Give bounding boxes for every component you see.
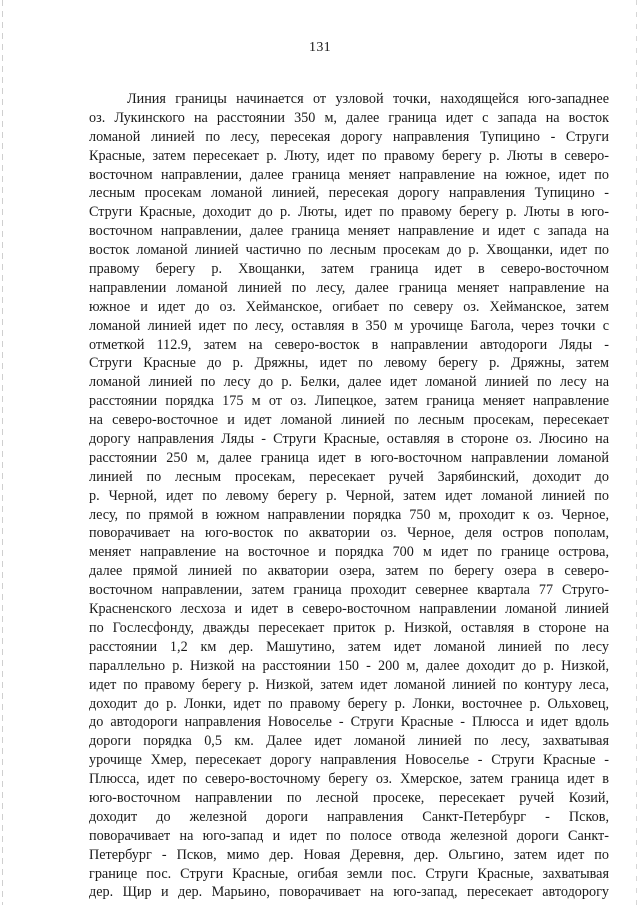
text-line: расстоянии 250 м, далее граница идет в юго-восточном направлении ломаной <box>89 449 609 466</box>
text-line: параллельно р. Низкой на расстоянии 150 - 200 м, далее доходит до р. Низкой, <box>89 657 609 674</box>
text-line: р. Черной, идет по левому берегу р. Черной, затем идет ломаной линией по <box>89 487 609 504</box>
text-line: отметкой 112.9, затем на северо-восток в направлении автодороги Ляды - <box>89 336 609 353</box>
text-line: Струги Красные до р. Дряжны, идет по левому берегу р. Дряжны, затем <box>89 355 609 372</box>
text-line: расстоянии порядка 175 м от оз. Липецкое, затем граница меняет направление <box>89 393 609 410</box>
text-line: лесу, по прямой в южном направлении порядка 750 м, проходит к оз. Черное, <box>89 506 609 523</box>
text-line: лесным просекам ломаной линией, пересекая дорогу направления Тупицино - <box>89 185 609 202</box>
text-line: оз. Лукинского на расстоянии 350 м, далее граница идет с запада на восток <box>89 109 609 126</box>
text-line: Плюсса, идет по северо-восточному берегу оз. Хмерское, затем граница идет в <box>89 771 609 788</box>
text-line: направлении ломаной линией по лесу, далее граница меняет направление на <box>89 279 609 296</box>
text-line: урочище Хмер, пересекает дорогу направления Новоселье - Струги Красные - <box>89 752 609 769</box>
text-line: на северо-восточное и идет ломаной линией по лесным просекам, пересекает <box>89 412 609 429</box>
text-line: ломаной линией по лесу, пересекая дорогу направления Тупицино - Струги <box>89 128 609 145</box>
text-line: Струги Красные, доходит до р. Люты, идет по правому берегу р. Люты в юго- <box>89 204 609 221</box>
text-line: ломаной линией по лесу до р. Белки, далее идет ломаной линией по лесу на <box>89 374 609 391</box>
body-paragraph <box>89 90 609 902</box>
scan-edge-right <box>636 0 637 905</box>
text-line: поворачивает на юго-запад и идет по полосе отвода железной дороги Санкт- <box>89 827 609 844</box>
text-line: Красненского лесхоза и идет в северо-восточном направлении ломаной линией <box>89 601 609 618</box>
text-line: идет по правому берегу р. Низкой, затем идет ломаной линией по контуру леса, <box>89 676 609 693</box>
text-line: дорогу направления Ляды - Струги Красные, оставляя в стороне оз. Люсино на <box>89 431 609 448</box>
text-line: дороги порядка 0,5 км. Далее идет ломаной линией по лесу, захватывая <box>89 733 609 750</box>
text-line: далее прямой линией по акватории озера, затем по берегу озера в северо- <box>89 563 609 580</box>
text-line: Красные, затем пересекает р. Люту, идет по правому берегу р. Люты в северо- <box>89 147 609 164</box>
text-line: восточном направлении, далее граница меняет направление на южное, идет по <box>89 166 609 183</box>
text-line: доходит до р. Лонки, идет по правому берегу р. Лонки, восточнее р. Ольховец, <box>89 695 609 712</box>
text-line: правому берегу р. Хвощанки, затем граница идет в северо-восточном <box>89 261 609 278</box>
text-line: линией по лесным просекам, пересекает ручей Зарябинский, доходит до <box>89 468 609 485</box>
text-line: Линия границы начинается от узловой точки, находящейся юго-западнее <box>127 91 609 107</box>
text-line: границе пос. Струги Красные, огибая земли пос. Струги Красные, захватывая <box>89 865 609 882</box>
text-line: поворачивает на юго-восток по акватории оз. Черное, деля остров пополам, <box>89 525 609 542</box>
text-line: до автодороги направления Новоселье - Струги Красные - Плюсса и идет вдоль <box>89 714 609 731</box>
text-line: доходит до железной дороги направления Санкт-Петербург - Псков, <box>89 808 609 825</box>
text-line: восточном направлении, затем граница проходит севернее квартала 77 Струго- <box>89 582 609 599</box>
text-line: ломаной линией идет по лесу, оставляя в 350 м урочище Баголa, через точки с <box>89 317 609 334</box>
text-line: меняет направление на восточное и порядка 700 м идет по границе острова, <box>89 544 609 561</box>
text-line: юго-восточном направлении по лесной просеке, пересекает ручей Козий, <box>89 789 609 806</box>
text-line: восточном направлении, далее граница меняет направление и идет с запада на <box>89 223 609 240</box>
text-line: по Гослесфонду, дважды пересекает приток р. Низкой, оставляя в стороне на <box>89 619 609 636</box>
text-line: южное и идет до оз. Хейманское, огибает по северу оз. Хейманское, затем <box>89 298 609 315</box>
scan-edge-left <box>2 0 3 905</box>
text-line: восток ломаной линией частично по лесным просекам до р. Хвощанки, идет по <box>89 242 609 259</box>
text-line: расстоянии 1,2 км дер. Машутино, затем идет ломаной линией по лесу <box>89 638 609 655</box>
text-line: Петербург - Псков, мимо дер. Новая Деревня, дер. Ольгино, затем идет по <box>89 846 609 863</box>
text-line: дер. Щир и дер. Марьино, поворачивает на юго-запад, пересекает автодорогу <box>89 884 609 901</box>
page-number: 131 <box>309 40 331 55</box>
